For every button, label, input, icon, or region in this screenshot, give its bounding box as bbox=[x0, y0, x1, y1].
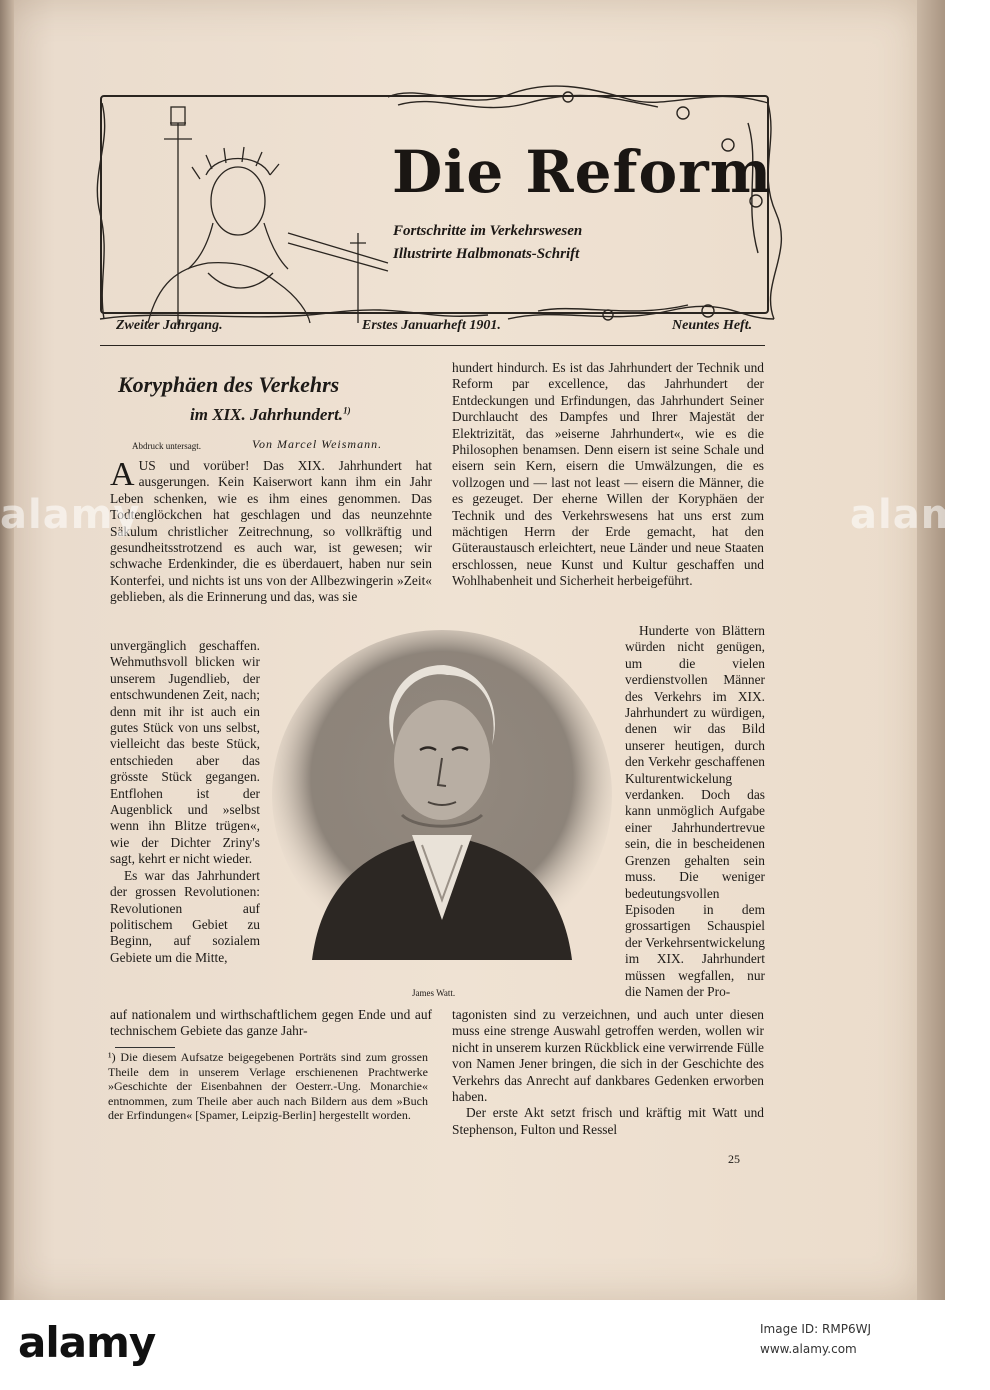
issue-number: Neuntes Heft. bbox=[672, 318, 753, 333]
masthead-title: Die Reform bbox=[392, 138, 773, 206]
paragraph-1: US und vorüber! Das XIX. Jahrhundert hat ausgerungen. Kein Kaiserwort kann ihm ein Jahr Leben schenken, wie es ihm eines genommen. Das Todtenglöckchen hat geschlagen und das neunzehnte Säkulum christlicher Zeitrechnung, so vollkräftig und gesundheitsstrotzend es auch war, ist gewesen; wir schwache Erdenkinder, die es überdauert, haben nur sein Konterfei, und nichts ist uns von der Allbezwingerin »Zeit« geblieben, als die Erinnerung und das, was sie bbox=[110, 458, 432, 605]
paragraph-protagonists: tagonisten sind zu verzeichnen, und auch unter diesen muss eine strenge Auswahl getroffen werden, wollen wir nicht in unserem kurzen Rückblick eine verwirrende Fülle von Namen Jener bringen, die sich in der Geschichte des Verkehrs das Anrecht auf dankbares Gedenken erworben haben. bbox=[452, 1007, 764, 1105]
left-column-top bbox=[110, 458, 432, 606]
left-column-narrow bbox=[110, 638, 260, 966]
issue-year: Zweiter Jahrgang. bbox=[116, 318, 223, 333]
article-subtitle: im XIX. Jahrhundert.$^{1)}$ bbox=[190, 405, 351, 424]
footnote: ¹) Die diesem Aufsatze beigegebenen Porträts sind zum grossen Theile dem in unserem Verlage erschienenen Prachtwerke »Geschichte der Eisenbahnen der Oesterr.-Ung. Monarchie« entnommen, zum Theile aber auch nach Bildern aus dem »Buch der Erfindungen« [Spamer, Leipzig-Berlin] hergestellt worden. bbox=[108, 1050, 428, 1122]
right-column-bottom bbox=[452, 1007, 764, 1138]
stock-logo: alamy bbox=[18, 1318, 156, 1367]
page-number: 25 bbox=[728, 1152, 740, 1166]
article-title: Koryphäen des Verkehrs bbox=[118, 372, 340, 397]
right-column-narrow: Hunderte von Blättern würden nicht genügen, um die vielen verdienstvollen Männer des Verkehrs im XIX. Jahrhundert zu würdigen, denen wir das Bild unserer heutigen, durch den Verkehr geschaffenen Kulturentwickelung verdanken. Doch das kann unmöglich Aufgabe einer Jahrhundertrevue sein, die in bescheidenen Grenzen gehalten sein muss. Die weniger bedeutungsvollen Episoden in dem grossartigen Schauspiel der Verkehrsentwickelung im XIX. Jahrhundert müssen wegfallen, nur die Namen der Pro- bbox=[625, 623, 765, 999]
image-id: Image ID: RMP6WJ bbox=[760, 1322, 871, 1336]
stock-url: www.alamy.com bbox=[760, 1342, 857, 1356]
reprint-notice: Abdruck untersagt. bbox=[132, 441, 201, 451]
paragraph-2: unvergänglich geschaffen. Wehmuthsvoll blicken wir unserem Jugendlieb, der entschwundenen Zeit, nach; denn mit ihr ist auch ein gutes Stück von uns selbst, vielleicht das beste Stück, entschieden aber das grösste Stück gegangen. Entflohen ist der Augenblick und »selbst wenn ihn Blitze trügen«, wie der Dichter Zriny's sagt, kehrt er nicht wieder. bbox=[110, 638, 260, 867]
watermark-left: alamy bbox=[0, 492, 141, 538]
paragraph-first-act: Der erste Akt setzt frisch und kräftig mit Watt und Stephenson, Fulton und Ressel bbox=[452, 1105, 764, 1137]
page-spine bbox=[0, 0, 14, 1300]
watermark-right: alamy bbox=[850, 492, 990, 538]
right-column-top: hundert hindurch. Es ist das Jahrhundert der Technik und Reform par excellence, das Jahrhundert der Entdeckungen und Erfindungen, das Jahrhundert Seiner Durchlaucht des Dampfes und Ihrer Majestät der Elektrizität, das »eiserne Jahrhundert«, wie es die Philosophen benamsen. Denn eisern ist seine Schale und eisern sein Kern, eisern die Umwälzungen, die es vollzogen und — last not least — eisern die Männer, die es gezeuget. Der eherne Willen der Koryphäen der Technik und des Verkehrswesens hat uns erst zum mächtigen Herrn der Erde gemacht, hat den Güteraustausch erleichtert, neue Länder und neue Staaten erschlossen, neue Kunst und Kultur geschaffen und Wohlhabenheit und Sicherheit herbeigeführt. bbox=[452, 360, 764, 589]
footnote-rule bbox=[115, 1047, 175, 1048]
masthead-subtitle-1: Fortschritte im Verkehrswesen bbox=[393, 223, 583, 239]
page-edge bbox=[917, 0, 945, 1300]
paragraph-3: Es war das Jahrhundert der grossen Revolutionen: Revolutionen auf politischem Gebiet zu Beginn, auf sozialem Gebiete um die Mitte, bbox=[110, 867, 260, 965]
james-watt-portrait bbox=[272, 630, 612, 960]
left-column-bottom: auf nationalem und wirthschaftlichem gegen Ende und auf technischem Gebiete das ganze Jahr- bbox=[110, 1007, 432, 1039]
drop-cap: A bbox=[110, 456, 135, 493]
masthead-subtitle-2: Illustrirte Halbmonats-Schrift bbox=[393, 246, 580, 262]
issue-date: Erstes Januarheft 1901. bbox=[362, 318, 501, 333]
author-byline: Von Marcel Weismann. bbox=[252, 437, 383, 451]
header-rule bbox=[100, 345, 765, 346]
portrait-caption: James Watt. bbox=[412, 988, 456, 998]
